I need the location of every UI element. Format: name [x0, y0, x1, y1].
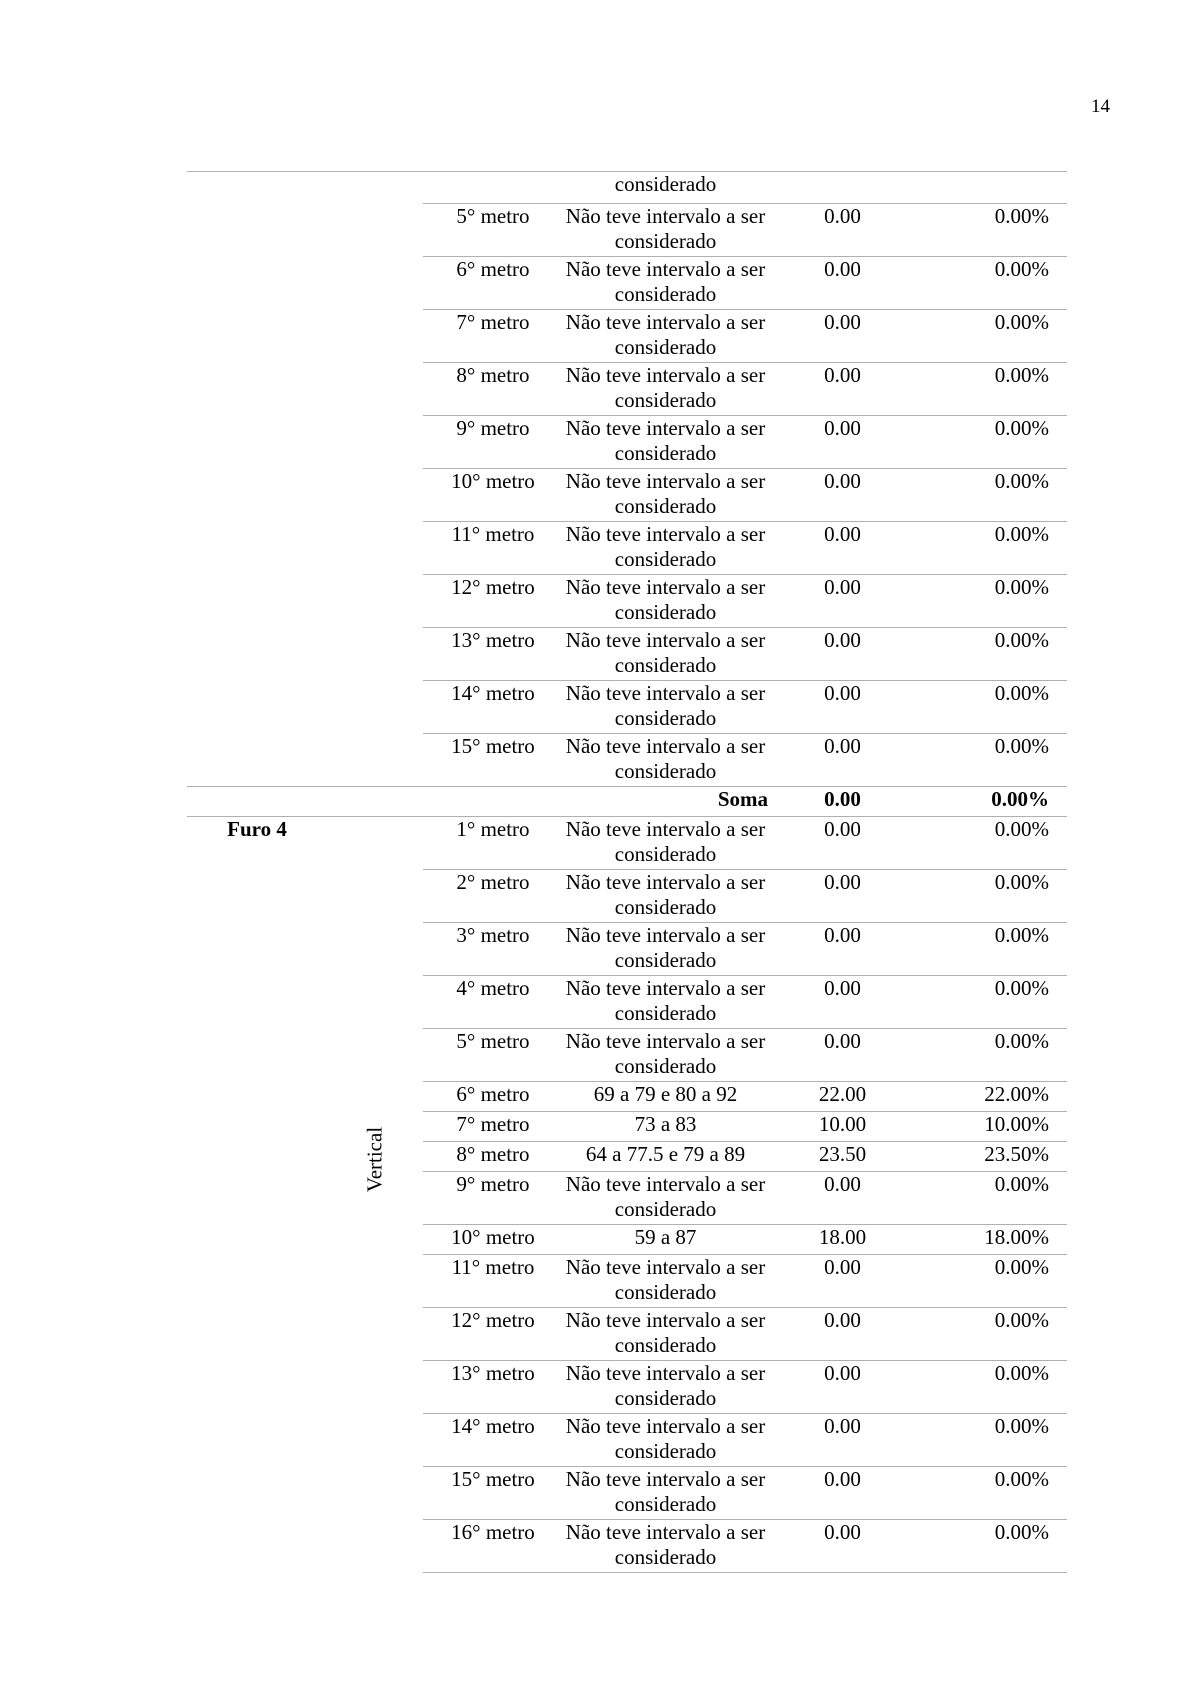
percent-cell: 0.00%	[917, 734, 1067, 787]
percent-cell: 0.00%	[917, 1414, 1067, 1467]
interval-cell: Não teve intervalo a ser considerado	[563, 363, 768, 416]
metro-cell: 14° metro	[423, 1414, 563, 1467]
value-cell: 0.00	[768, 1520, 917, 1573]
metro-cell: 10° metro	[423, 469, 563, 522]
sum-value: 0.00	[768, 787, 917, 817]
sum-label: Soma	[563, 787, 768, 817]
percent-cell: 0.00%	[917, 575, 1067, 628]
metro-cell: 12° metro	[423, 1308, 563, 1361]
percent-cell: 0.00%	[917, 628, 1067, 681]
metro-cell: 5° metro	[423, 204, 563, 257]
interval-cell: Não teve intervalo a ser considerado	[563, 628, 768, 681]
table-row	[187, 522, 1067, 575]
value-cell: 18.00	[768, 1225, 917, 1255]
value-cell: 0.00	[768, 817, 917, 870]
value-cell: 0.00	[768, 976, 917, 1029]
percent-cell: 0.00%	[917, 1255, 1067, 1308]
value-cell: 22.00	[768, 1082, 917, 1112]
interval-cell: Não teve intervalo a ser considerado	[563, 257, 768, 310]
empty-cell	[327, 416, 423, 469]
interval-cell: Não teve intervalo a ser considerado	[563, 469, 768, 522]
interval-cell: Não teve intervalo a ser considerado	[563, 1361, 768, 1414]
percent-cell: 0.00%	[917, 976, 1067, 1029]
empty-cell	[187, 469, 327, 522]
empty-cell	[327, 204, 423, 257]
empty-cell	[187, 363, 327, 416]
empty-cell	[327, 469, 423, 522]
value-cell: 0.00	[768, 1308, 917, 1361]
percent-cell: 0.00%	[917, 681, 1067, 734]
interval-cell: 73 a 83	[563, 1112, 768, 1142]
table-row	[187, 681, 1067, 734]
sum-row	[187, 787, 1067, 817]
table-row	[187, 204, 1067, 257]
metro-cell: 9° metro	[423, 1172, 563, 1225]
value-cell: 23.50	[768, 1142, 917, 1172]
metro-cell: 10° metro	[423, 1225, 563, 1255]
metro-cell: 7° metro	[423, 1112, 563, 1142]
metro-cell: 4° metro	[423, 976, 563, 1029]
table-row	[187, 469, 1067, 522]
table-row-continued	[187, 172, 1067, 204]
furo-label: Furo 4	[187, 817, 327, 1573]
empty-cell	[327, 681, 423, 734]
table-row	[187, 416, 1067, 469]
metro-cell: 5° metro	[423, 1029, 563, 1082]
empty-cell	[327, 363, 423, 416]
value-cell: 0.00	[768, 1467, 917, 1520]
value-cell: 0.00	[768, 257, 917, 310]
value-cell: 0.00	[768, 204, 917, 257]
empty-cell	[327, 734, 423, 787]
interval-cell: Não teve intervalo a ser considerado	[563, 1255, 768, 1308]
metro-cell: 2° metro	[423, 870, 563, 923]
percent-cell: 0.00%	[917, 1361, 1067, 1414]
table-row	[187, 575, 1067, 628]
value-cell: 0.00	[768, 522, 917, 575]
empty-cell	[327, 575, 423, 628]
interval-cell: Não teve intervalo a ser considerado	[563, 310, 768, 363]
empty-cell	[187, 681, 327, 734]
empty-cell	[187, 787, 327, 817]
table-row	[187, 817, 1067, 870]
empty-cell	[327, 628, 423, 681]
metro-cell: 14° metro	[423, 681, 563, 734]
percent-cell: 0.00%	[917, 522, 1067, 575]
interval-cell: Não teve intervalo a ser considerado	[563, 1308, 768, 1361]
interval-cell: Não teve intervalo a ser considerado	[563, 976, 768, 1029]
interval-cell: Não teve intervalo a ser considerado	[563, 923, 768, 976]
empty-cell	[423, 172, 563, 204]
empty-cell	[187, 734, 327, 787]
value-cell: 0.00	[768, 416, 917, 469]
table-row	[187, 628, 1067, 681]
percent-cell: 0.00%	[917, 1520, 1067, 1573]
page-number: 14	[1091, 96, 1110, 117]
percent-cell: 0.00%	[917, 923, 1067, 976]
empty-cell	[187, 172, 327, 204]
orientation-cell	[327, 817, 423, 1573]
empty-cell	[917, 172, 1067, 204]
metro-cell: 8° metro	[423, 363, 563, 416]
interval-cell: Não teve intervalo a ser considerado	[563, 1467, 768, 1520]
value-cell: 0.00	[768, 575, 917, 628]
table-body	[187, 172, 1067, 1573]
metro-cell: 3° metro	[423, 923, 563, 976]
interval-cell: 59 a 87	[563, 1225, 768, 1255]
value-cell: 0.00	[768, 1414, 917, 1467]
percent-cell: 0.00%	[917, 1308, 1067, 1361]
empty-cell	[327, 257, 423, 310]
interval-cell: Não teve intervalo a ser considerado	[563, 817, 768, 870]
interval-cell: Não teve intervalo a ser considerado	[563, 1414, 768, 1467]
interval-cell: Não teve intervalo a ser considerado	[563, 681, 768, 734]
percent-cell: 0.00%	[917, 257, 1067, 310]
value-cell: 0.00	[768, 734, 917, 787]
percent-cell: 10.00%	[917, 1112, 1067, 1142]
percent-cell: 0.00%	[917, 204, 1067, 257]
empty-cell	[187, 575, 327, 628]
metro-cell: 9° metro	[423, 416, 563, 469]
empty-cell	[327, 787, 423, 817]
value-cell: 0.00	[768, 681, 917, 734]
metro-cell: 11° metro	[423, 1255, 563, 1308]
empty-cell	[327, 310, 423, 363]
percent-cell: 22.00%	[917, 1082, 1067, 1112]
value-cell: 0.00	[768, 1029, 917, 1082]
value-cell: 0.00	[768, 1361, 917, 1414]
metro-cell: 6° metro	[423, 257, 563, 310]
empty-cell	[187, 416, 327, 469]
value-cell: 0.00	[768, 628, 917, 681]
orientation-label: Vertical	[362, 1126, 387, 1193]
table-row	[187, 310, 1067, 363]
percent-cell: 0.00%	[917, 870, 1067, 923]
results-table	[187, 171, 1067, 1573]
empty-cell	[187, 522, 327, 575]
value-cell: 0.00	[768, 363, 917, 416]
empty-cell	[187, 257, 327, 310]
sum-percent: 0.00%	[917, 787, 1067, 817]
interval-cell: Não teve intervalo a ser considerado	[563, 1172, 768, 1225]
interval-cell: Não teve intervalo a ser considerado	[563, 1029, 768, 1082]
empty-cell	[423, 787, 563, 817]
metro-cell: 16° metro	[423, 1520, 563, 1573]
metro-cell: 13° metro	[423, 628, 563, 681]
empty-cell	[327, 522, 423, 575]
value-cell: 10.00	[768, 1112, 917, 1142]
empty-cell	[187, 310, 327, 363]
percent-cell: 0.00%	[917, 1029, 1067, 1082]
value-cell: 0.00	[768, 923, 917, 976]
empty-cell	[768, 172, 917, 204]
interval-cell: Não teve intervalo a ser considerado	[563, 734, 768, 787]
interval-cell: 64 a 77.5 e 79 a 89	[563, 1142, 768, 1172]
interval-cell: Não teve intervalo a ser considerado	[563, 1520, 768, 1573]
percent-cell: 0.00%	[917, 469, 1067, 522]
metro-cell: 13° metro	[423, 1361, 563, 1414]
interval-cell: Não teve intervalo a ser considerado	[563, 870, 768, 923]
metro-cell: 6° metro	[423, 1082, 563, 1112]
interval-cell: 69 a 79 e 80 a 92	[563, 1082, 768, 1112]
percent-cell: 0.00%	[917, 416, 1067, 469]
percent-cell: 0.00%	[917, 363, 1067, 416]
value-cell: 0.00	[768, 310, 917, 363]
value-cell: 0.00	[768, 870, 917, 923]
percent-cell: 0.00%	[917, 1467, 1067, 1520]
interval-cell: considerado	[563, 172, 768, 204]
metro-cell: 7° metro	[423, 310, 563, 363]
interval-cell: Não teve intervalo a ser considerado	[563, 204, 768, 257]
percent-cell: 0.00%	[917, 1172, 1067, 1225]
metro-cell: 8° metro	[423, 1142, 563, 1172]
value-cell: 0.00	[768, 1172, 917, 1225]
metro-cell: 12° metro	[423, 575, 563, 628]
table-row	[187, 257, 1067, 310]
empty-cell	[187, 628, 327, 681]
metro-cell: 15° metro	[423, 1467, 563, 1520]
empty-cell	[187, 204, 327, 257]
value-cell: 0.00	[768, 469, 917, 522]
empty-cell	[327, 172, 423, 204]
table-row	[187, 734, 1067, 787]
metro-cell: 1° metro	[423, 817, 563, 870]
metro-cell: 11° metro	[423, 522, 563, 575]
table-row	[187, 363, 1067, 416]
metro-cell: 15° metro	[423, 734, 563, 787]
interval-cell: Não teve intervalo a ser considerado	[563, 575, 768, 628]
interval-cell: Não teve intervalo a ser considerado	[563, 522, 768, 575]
interval-cell: Não teve intervalo a ser considerado	[563, 416, 768, 469]
percent-cell: 0.00%	[917, 310, 1067, 363]
percent-cell: 0.00%	[917, 817, 1067, 870]
percent-cell: 23.50%	[917, 1142, 1067, 1172]
percent-cell: 18.00%	[917, 1225, 1067, 1255]
value-cell: 0.00	[768, 1255, 917, 1308]
